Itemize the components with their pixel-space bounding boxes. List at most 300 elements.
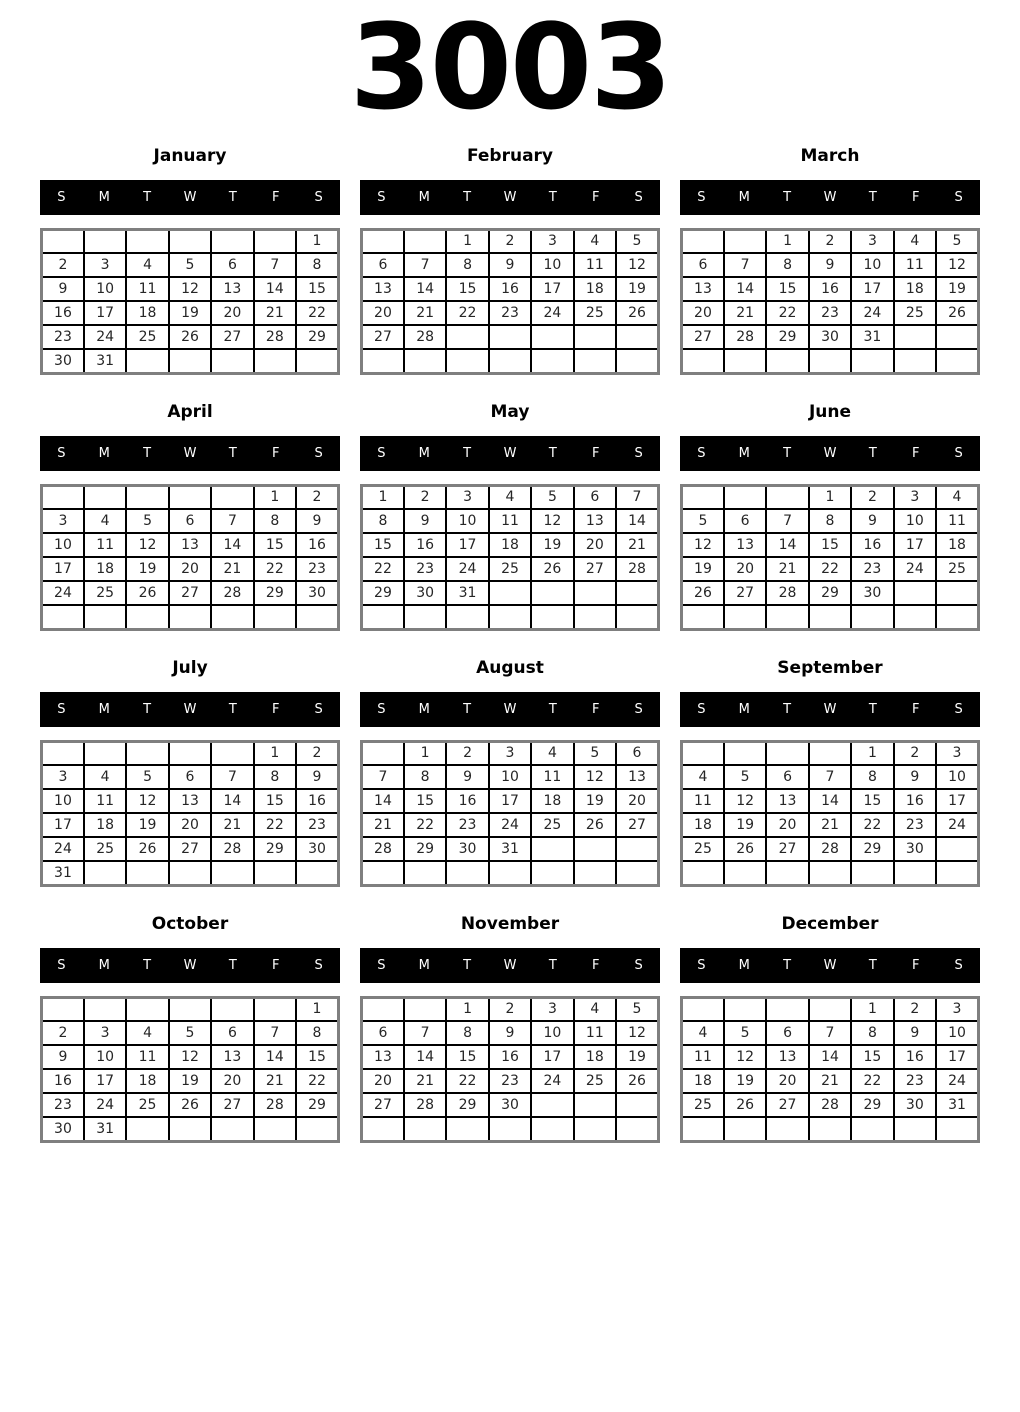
day-cell: 11 xyxy=(894,253,936,277)
day-cell: 28 xyxy=(766,581,808,605)
week-row xyxy=(362,789,659,813)
week-row xyxy=(682,557,979,581)
empty-day-cell xyxy=(254,349,296,373)
empty-day-cell xyxy=(169,605,211,629)
day-cell: 20 xyxy=(362,1069,404,1093)
day-cell: 19 xyxy=(616,277,658,301)
day-cell: 11 xyxy=(489,509,531,533)
day-cell: 1 xyxy=(296,997,338,1021)
weekday-label: S xyxy=(697,701,706,717)
weekday-label: T xyxy=(463,701,472,717)
day-cell: 30 xyxy=(894,837,936,861)
day-cell: 21 xyxy=(211,813,253,837)
empty-day-cell xyxy=(894,581,936,605)
empty-day-cell xyxy=(531,861,573,885)
weekday-label: W xyxy=(183,957,197,973)
day-cell: 16 xyxy=(404,533,446,557)
empty-day-cell xyxy=(574,1117,616,1141)
day-cell: 14 xyxy=(254,1045,296,1069)
day-cell: 18 xyxy=(574,277,616,301)
day-cell: 2 xyxy=(42,1021,84,1045)
day-cell: 27 xyxy=(362,1093,404,1117)
day-cell: 21 xyxy=(766,557,808,581)
day-cell: 27 xyxy=(169,581,211,605)
day-cell: 19 xyxy=(126,557,168,581)
weekday-label: T xyxy=(548,189,557,205)
weekday-header xyxy=(360,692,660,727)
day-cell: 9 xyxy=(42,1045,84,1069)
weekday-label: F xyxy=(911,189,920,205)
week-row xyxy=(682,741,979,765)
day-cell: 24 xyxy=(531,301,573,325)
day-cell: 4 xyxy=(84,509,126,533)
empty-day-cell xyxy=(404,861,446,885)
day-cell: 3 xyxy=(84,1021,126,1045)
day-cell: 13 xyxy=(169,533,211,557)
day-cell: 25 xyxy=(84,581,126,605)
empty-day-cell xyxy=(724,229,766,253)
week-row xyxy=(682,861,979,885)
weekday-label: T xyxy=(868,957,877,973)
day-cell: 17 xyxy=(42,557,84,581)
weekday-label: F xyxy=(271,701,280,717)
day-cell: 1 xyxy=(254,485,296,509)
week-row xyxy=(362,325,659,349)
empty-day-cell xyxy=(724,1117,766,1141)
day-cell: 29 xyxy=(254,837,296,861)
date-grid xyxy=(680,484,980,631)
day-cell: 20 xyxy=(211,1069,253,1093)
week-row xyxy=(362,741,659,765)
empty-day-cell xyxy=(766,485,808,509)
month-title: May xyxy=(490,401,530,422)
empty-day-cell xyxy=(936,581,978,605)
weekday-label: T xyxy=(783,189,792,205)
day-cell: 5 xyxy=(724,765,766,789)
day-cell: 13 xyxy=(211,277,253,301)
weekday-label: M xyxy=(738,701,750,717)
day-cell: 3 xyxy=(531,229,573,253)
day-cell: 23 xyxy=(296,813,338,837)
empty-day-cell xyxy=(724,741,766,765)
day-cell: 24 xyxy=(42,837,84,861)
day-cell: 7 xyxy=(211,765,253,789)
weekday-label: S xyxy=(314,189,323,205)
empty-day-cell xyxy=(211,997,253,1021)
empty-day-cell xyxy=(682,485,724,509)
empty-day-cell xyxy=(616,325,658,349)
day-cell: 2 xyxy=(894,997,936,1021)
weekday-label: M xyxy=(418,701,430,717)
empty-day-cell xyxy=(404,349,446,373)
empty-day-cell xyxy=(574,1093,616,1117)
day-cell: 4 xyxy=(574,229,616,253)
week-row xyxy=(42,349,339,373)
day-cell: 17 xyxy=(936,789,978,813)
day-cell: 14 xyxy=(724,277,766,301)
day-cell: 25 xyxy=(489,557,531,581)
day-cell: 8 xyxy=(254,509,296,533)
empty-day-cell xyxy=(851,1117,893,1141)
day-cell: 31 xyxy=(84,349,126,373)
empty-day-cell xyxy=(169,349,211,373)
weekday-label: S xyxy=(57,189,66,205)
day-cell: 21 xyxy=(254,301,296,325)
empty-day-cell xyxy=(362,1117,404,1141)
day-cell: 14 xyxy=(809,1045,851,1069)
day-cell: 1 xyxy=(766,229,808,253)
day-cell: 7 xyxy=(211,509,253,533)
day-cell: 21 xyxy=(254,1069,296,1093)
day-cell: 27 xyxy=(211,1093,253,1117)
empty-day-cell xyxy=(682,1117,724,1141)
week-row xyxy=(42,485,339,509)
day-cell: 8 xyxy=(766,253,808,277)
day-cell: 27 xyxy=(574,557,616,581)
day-cell: 2 xyxy=(489,997,531,1021)
empty-day-cell xyxy=(84,861,126,885)
day-cell: 23 xyxy=(894,813,936,837)
day-cell: 26 xyxy=(616,1069,658,1093)
weekday-label: S xyxy=(634,189,643,205)
day-cell: 25 xyxy=(936,557,978,581)
weekday-label: W xyxy=(183,701,197,717)
weekday-label: S xyxy=(314,701,323,717)
day-cell: 20 xyxy=(682,301,724,325)
weekday-label: T xyxy=(548,445,557,461)
day-cell: 29 xyxy=(254,581,296,605)
day-cell: 11 xyxy=(531,765,573,789)
month-march xyxy=(680,145,980,375)
day-cell: 23 xyxy=(404,557,446,581)
empty-day-cell xyxy=(126,861,168,885)
weekday-label: S xyxy=(697,189,706,205)
day-cell: 19 xyxy=(724,813,766,837)
weekday-label: T xyxy=(868,189,877,205)
day-cell: 29 xyxy=(296,325,338,349)
day-cell: 30 xyxy=(489,1093,531,1117)
day-cell: 30 xyxy=(446,837,488,861)
day-cell: 5 xyxy=(936,229,978,253)
month-february xyxy=(360,145,660,375)
day-cell: 29 xyxy=(766,325,808,349)
month-june xyxy=(680,401,980,631)
weekday-label: M xyxy=(98,445,110,461)
empty-day-cell xyxy=(84,997,126,1021)
weekday-label: F xyxy=(271,445,280,461)
week-row xyxy=(682,229,979,253)
weekday-label: F xyxy=(591,189,600,205)
week-row xyxy=(682,1021,979,1045)
month-may xyxy=(360,401,660,631)
weekday-label: W xyxy=(503,957,517,973)
day-cell: 3 xyxy=(894,485,936,509)
weekday-label: T xyxy=(548,701,557,717)
day-cell: 22 xyxy=(254,557,296,581)
day-cell: 5 xyxy=(616,229,658,253)
day-cell: 22 xyxy=(766,301,808,325)
day-cell: 7 xyxy=(616,485,658,509)
empty-day-cell xyxy=(894,349,936,373)
day-cell: 16 xyxy=(296,533,338,557)
empty-day-cell xyxy=(254,861,296,885)
months-grid xyxy=(40,145,980,1143)
date-grid xyxy=(680,740,980,887)
week-row xyxy=(682,789,979,813)
empty-day-cell xyxy=(126,605,168,629)
day-cell: 13 xyxy=(766,789,808,813)
day-cell: 9 xyxy=(446,765,488,789)
empty-day-cell xyxy=(936,349,978,373)
empty-day-cell xyxy=(296,1117,338,1141)
day-cell: 31 xyxy=(851,325,893,349)
weekday-label: T xyxy=(228,957,237,973)
day-cell: 7 xyxy=(404,253,446,277)
day-cell: 15 xyxy=(766,277,808,301)
day-cell: 19 xyxy=(724,1069,766,1093)
day-cell: 25 xyxy=(894,301,936,325)
day-cell: 10 xyxy=(531,1021,573,1045)
empty-day-cell xyxy=(446,605,488,629)
empty-day-cell xyxy=(531,1117,573,1141)
day-cell: 25 xyxy=(531,813,573,837)
day-cell: 3 xyxy=(42,765,84,789)
day-cell: 26 xyxy=(682,581,724,605)
empty-day-cell xyxy=(809,861,851,885)
day-cell: 20 xyxy=(169,813,211,837)
day-cell: 13 xyxy=(682,277,724,301)
empty-day-cell xyxy=(42,741,84,765)
empty-day-cell xyxy=(446,861,488,885)
day-cell: 11 xyxy=(84,533,126,557)
day-cell: 6 xyxy=(211,1021,253,1045)
empty-day-cell xyxy=(574,861,616,885)
empty-day-cell xyxy=(211,349,253,373)
day-cell: 23 xyxy=(851,557,893,581)
date-grid xyxy=(360,740,660,887)
week-row xyxy=(42,1117,339,1141)
day-cell: 1 xyxy=(254,741,296,765)
empty-day-cell xyxy=(169,861,211,885)
date-grid xyxy=(40,740,340,887)
day-cell: 7 xyxy=(362,765,404,789)
day-cell: 2 xyxy=(894,741,936,765)
day-cell: 25 xyxy=(126,1093,168,1117)
weekday-header xyxy=(40,692,340,727)
weekday-label: M xyxy=(738,445,750,461)
day-cell: 10 xyxy=(84,1045,126,1069)
date-grid xyxy=(680,996,980,1143)
week-row xyxy=(42,253,339,277)
weekday-label: W xyxy=(503,701,517,717)
empty-day-cell xyxy=(766,605,808,629)
week-row xyxy=(362,253,659,277)
month-october xyxy=(40,913,340,1143)
day-cell: 6 xyxy=(766,1021,808,1045)
empty-day-cell xyxy=(574,581,616,605)
day-cell: 30 xyxy=(42,349,84,373)
weekday-label: M xyxy=(418,957,430,973)
day-cell: 31 xyxy=(489,837,531,861)
weekday-header xyxy=(360,436,660,471)
date-grid xyxy=(40,996,340,1143)
day-cell: 12 xyxy=(724,789,766,813)
day-cell: 13 xyxy=(616,765,658,789)
month-december xyxy=(680,913,980,1143)
empty-day-cell xyxy=(126,741,168,765)
week-row xyxy=(362,509,659,533)
day-cell: 16 xyxy=(42,301,84,325)
day-cell: 7 xyxy=(766,509,808,533)
weekday-label: M xyxy=(418,445,430,461)
day-cell: 17 xyxy=(531,1045,573,1069)
day-cell: 23 xyxy=(489,1069,531,1093)
week-row xyxy=(682,837,979,861)
day-cell: 17 xyxy=(84,301,126,325)
empty-day-cell xyxy=(126,349,168,373)
day-cell: 4 xyxy=(574,997,616,1021)
week-row xyxy=(682,325,979,349)
day-cell: 21 xyxy=(809,813,851,837)
day-cell: 15 xyxy=(296,277,338,301)
day-cell: 21 xyxy=(404,1069,446,1093)
weekday-label: M xyxy=(738,957,750,973)
weekday-label: F xyxy=(591,957,600,973)
day-cell: 5 xyxy=(724,1021,766,1045)
day-cell: 28 xyxy=(404,325,446,349)
empty-day-cell xyxy=(724,349,766,373)
day-cell: 14 xyxy=(766,533,808,557)
day-cell: 4 xyxy=(126,1021,168,1045)
day-cell: 7 xyxy=(724,253,766,277)
empty-day-cell xyxy=(724,861,766,885)
weekday-label: S xyxy=(377,445,386,461)
day-cell: 6 xyxy=(169,765,211,789)
weekday-label: W xyxy=(183,445,197,461)
weekday-label: T xyxy=(868,701,877,717)
weekday-label: T xyxy=(143,957,152,973)
day-cell: 16 xyxy=(809,277,851,301)
day-cell: 22 xyxy=(446,1069,488,1093)
empty-day-cell xyxy=(404,1117,446,1141)
week-row xyxy=(682,813,979,837)
weekday-label: M xyxy=(98,701,110,717)
empty-day-cell xyxy=(936,605,978,629)
day-cell: 15 xyxy=(254,789,296,813)
day-cell: 22 xyxy=(296,301,338,325)
weekday-label: S xyxy=(377,701,386,717)
weekday-label: F xyxy=(911,445,920,461)
empty-day-cell xyxy=(766,861,808,885)
empty-day-cell xyxy=(169,485,211,509)
day-cell: 15 xyxy=(296,1045,338,1069)
empty-day-cell xyxy=(809,1117,851,1141)
empty-day-cell xyxy=(809,997,851,1021)
day-cell: 12 xyxy=(531,509,573,533)
day-cell: 21 xyxy=(724,301,766,325)
day-cell: 25 xyxy=(126,325,168,349)
day-cell: 8 xyxy=(404,765,446,789)
day-cell: 5 xyxy=(169,1021,211,1045)
day-cell: 11 xyxy=(936,509,978,533)
empty-day-cell xyxy=(894,861,936,885)
weekday-label: S xyxy=(377,957,386,973)
day-cell: 26 xyxy=(531,557,573,581)
week-row xyxy=(362,1117,659,1141)
empty-day-cell xyxy=(936,1117,978,1141)
day-cell: 17 xyxy=(894,533,936,557)
empty-day-cell xyxy=(404,229,446,253)
day-cell: 7 xyxy=(254,1021,296,1045)
day-cell: 10 xyxy=(936,1021,978,1045)
day-cell: 21 xyxy=(211,557,253,581)
empty-day-cell xyxy=(724,997,766,1021)
empty-day-cell xyxy=(894,1117,936,1141)
day-cell: 29 xyxy=(851,837,893,861)
weekday-label: S xyxy=(954,701,963,717)
day-cell: 25 xyxy=(574,1069,616,1093)
day-cell: 8 xyxy=(851,1021,893,1045)
day-cell: 31 xyxy=(84,1117,126,1141)
weekday-label: T xyxy=(463,189,472,205)
day-cell: 11 xyxy=(126,277,168,301)
week-row xyxy=(682,765,979,789)
month-title: July xyxy=(172,657,208,678)
day-cell: 9 xyxy=(404,509,446,533)
day-cell: 5 xyxy=(682,509,724,533)
day-cell: 12 xyxy=(724,1045,766,1069)
week-row xyxy=(42,509,339,533)
day-cell: 28 xyxy=(254,325,296,349)
week-row xyxy=(682,533,979,557)
day-cell: 5 xyxy=(574,741,616,765)
weekday-label: M xyxy=(98,189,110,205)
empty-day-cell xyxy=(362,229,404,253)
day-cell: 8 xyxy=(254,765,296,789)
month-title: January xyxy=(153,145,227,166)
empty-day-cell xyxy=(42,997,84,1021)
weekday-label: M xyxy=(418,189,430,205)
weekday-label: F xyxy=(591,445,600,461)
empty-day-cell xyxy=(254,229,296,253)
empty-day-cell xyxy=(936,861,978,885)
empty-day-cell xyxy=(362,605,404,629)
day-cell: 28 xyxy=(362,837,404,861)
week-row xyxy=(682,1069,979,1093)
week-row xyxy=(362,1093,659,1117)
date-grid xyxy=(360,996,660,1143)
weekday-label: S xyxy=(634,445,643,461)
day-cell: 9 xyxy=(296,509,338,533)
week-row xyxy=(42,861,339,885)
day-cell: 21 xyxy=(616,533,658,557)
day-cell: 16 xyxy=(894,789,936,813)
day-cell: 23 xyxy=(446,813,488,837)
day-cell: 14 xyxy=(404,1045,446,1069)
week-row xyxy=(42,301,339,325)
day-cell: 20 xyxy=(766,813,808,837)
day-cell: 18 xyxy=(936,533,978,557)
day-cell: 7 xyxy=(404,1021,446,1045)
day-cell: 10 xyxy=(851,253,893,277)
empty-day-cell xyxy=(682,605,724,629)
week-row xyxy=(682,581,979,605)
day-cell: 11 xyxy=(682,789,724,813)
day-cell: 9 xyxy=(489,253,531,277)
day-cell: 11 xyxy=(84,789,126,813)
day-cell: 10 xyxy=(42,789,84,813)
empty-day-cell xyxy=(574,605,616,629)
